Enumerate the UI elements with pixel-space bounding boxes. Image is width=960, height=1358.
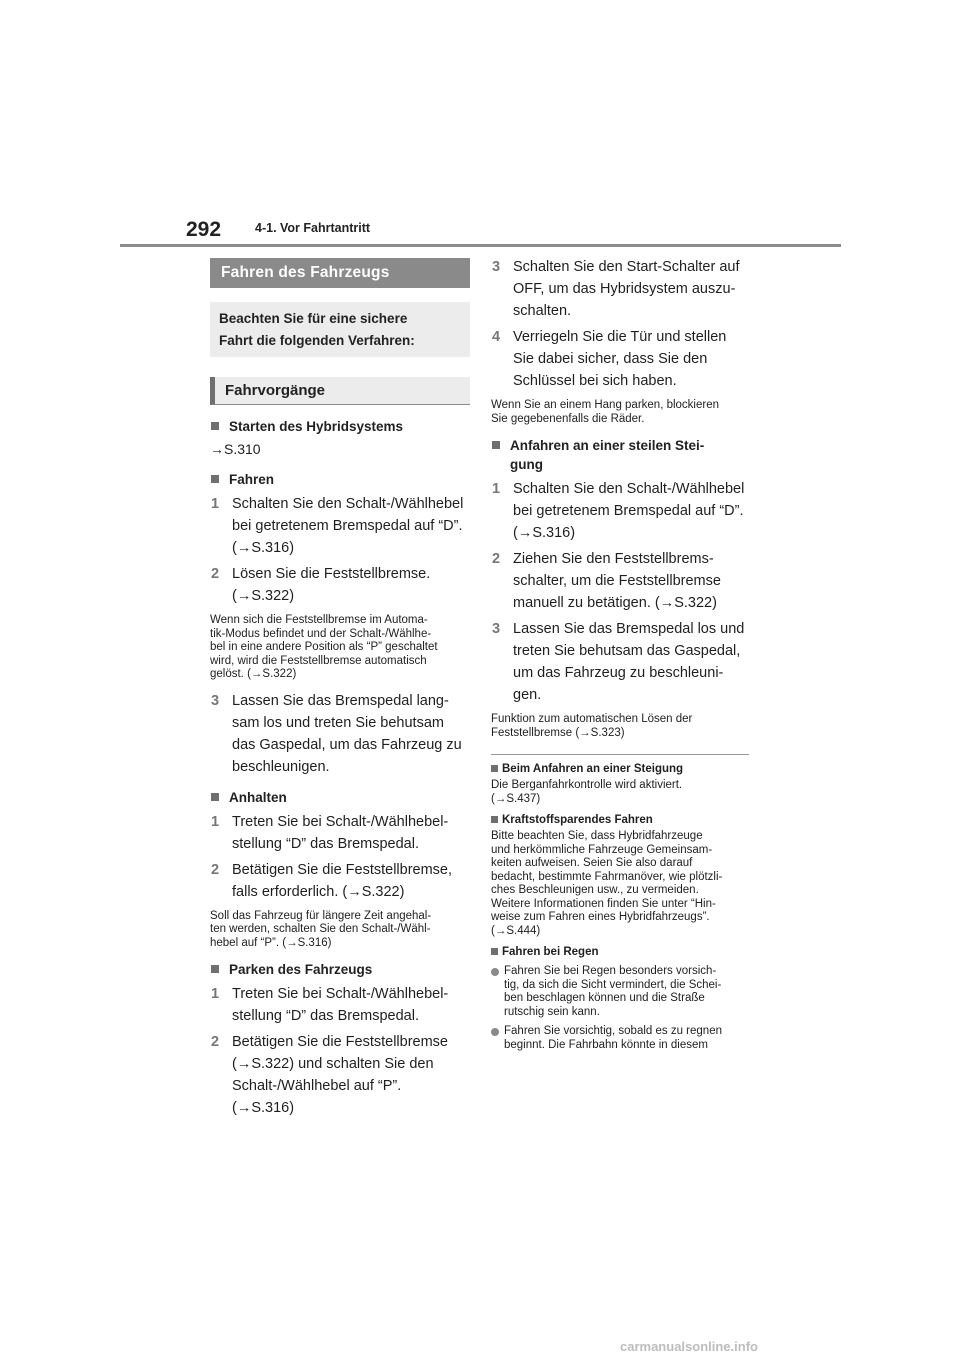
step: 4 Verriegeln Sie die Tür und stellen Sie dabei sicher, dass Sie den Schlüssel bei sich haben. bbox=[492, 329, 727, 389]
step: 3 Schalten Sie den Start-Schalter auf OFF, um das Hybridsystem auszu- schalten. bbox=[492, 259, 740, 319]
bullet-item: Fahren Sie vorsichtig, sobald es zu regnen beginnt. Die Fahrbahn könnte in diesem bbox=[491, 1025, 751, 1052]
square-bullet-icon bbox=[211, 475, 219, 483]
section-label: 4-1. Vor Fahrtantritt bbox=[255, 221, 371, 235]
note: Funktion zum automatischen Lösen der Feststellbremse (→S.323) bbox=[491, 713, 693, 739]
step: 2 Lösen Sie die Feststellbremse. (→S.322) bbox=[211, 566, 431, 604]
hint-text: Bitte beachten Sie, dass Hybridfahrzeuge und herkömmliche Fahrzeuge Gemeinsam- keiten aufweisen. Seien Sie also darauf bedacht, bestimmte Fahrmanöver, wie plötzli- ches Beschleunigen usw., zu vermeiden. Weitere Informationen finden Sie unter “Hin- weise zum Fahren eines Hybridfahrzeugs”. (→S.444) bbox=[491, 830, 723, 937]
square-bullet-icon bbox=[491, 765, 498, 772]
heading-fahren: Fahren bbox=[210, 470, 470, 489]
circle-bullet-icon bbox=[491, 968, 499, 976]
step: 3 Lassen Sie das Bremspedal los und treten Sie behutsam das Gaspedal, um das Fahrzeug zu beschleuni- gen. bbox=[492, 621, 745, 703]
intro-line: Beachten Sie für eine sichere bbox=[219, 311, 408, 326]
hint-heading: Kraftstoffsparendes Fahren bbox=[491, 813, 751, 827]
hint-text: Die Berganfahrkontrolle wird aktiviert. (→S.437) bbox=[491, 779, 683, 805]
circle-bullet-icon bbox=[491, 1028, 499, 1036]
square-bullet-icon bbox=[211, 793, 219, 801]
step: 2 Betätigen Sie die Feststellbremse, falls erforderlich. (→S.322) bbox=[211, 861, 453, 900]
watermark: carmanualsonline.info bbox=[620, 1339, 758, 1354]
divider bbox=[491, 754, 749, 755]
right-column bbox=[491, 256, 751, 1052]
page-number: 292 bbox=[186, 218, 222, 241]
section-banner: Fahren des Fahrzeugs bbox=[210, 258, 470, 288]
header-rule bbox=[120, 244, 841, 247]
intro-line: Fahrt die folgenden Verfahren: bbox=[219, 333, 415, 348]
hint-heading: Beim Anfahren an einer Steigung bbox=[491, 762, 751, 776]
square-bullet-icon bbox=[211, 965, 219, 973]
step: 2 Betätigen Sie die Feststellbremse (→S.322) und schalten Sie den Schalt-/Wählhebel auf “P”. (→S.316) bbox=[211, 1034, 448, 1116]
square-bullet-icon bbox=[492, 441, 500, 449]
step: 1 Treten Sie bei Schalt-/Wählhebel- stellung “D” das Bremspedal. bbox=[211, 813, 449, 852]
hint-heading: Fahren bei Regen bbox=[491, 945, 751, 959]
intro-box bbox=[210, 302, 470, 357]
subsection-header: Fahrvorgänge bbox=[210, 377, 470, 405]
heading-parken: Parken des Fahrzeugs bbox=[210, 960, 470, 979]
square-bullet-icon bbox=[491, 948, 498, 955]
bullet-item: Fahren Sie bei Regen besonders vorsich- tig, da sich die Sicht vermindert, die Schei- ben beschlagen können und die Straße rutschig sein kann. bbox=[491, 965, 751, 1019]
square-bullet-icon bbox=[491, 816, 498, 823]
step: 1 Treten Sie bei Schalt-/Wählhebel- stellung “D” das Bremspedal. bbox=[211, 986, 449, 1024]
left-column bbox=[210, 258, 470, 1119]
heading-steigung: Anfahren an einer steilen Stei- gung bbox=[491, 436, 751, 474]
note: Wenn sich die Feststellbremse im Automa- tik-Modus befindet und der Schalt-/Wählhe- bel in eine andere Position als “P” geschaltet wird, wird die Feststellbremse automatisch gelöst. (→S.322) bbox=[210, 614, 438, 680]
step: 1 Schalten Sie den Schalt-/Wählhebel bei getretenem Bremspedal auf “D”. (→S.316) bbox=[492, 481, 745, 541]
step: 1 Schalten Sie den Schalt-/Wählhebel bei getretenem Bremspedal auf “D”. (→S.316) bbox=[211, 496, 464, 556]
note: Wenn Sie an einem Hang parken, blockieren Sie gegebenenfalls die Räder. bbox=[491, 399, 720, 425]
page-reference: →S.310 bbox=[210, 441, 261, 457]
heading-anhalten: Anhalten bbox=[210, 788, 470, 807]
step: 3 Lassen Sie das Bremspedal lang- sam los und treten Sie behutsam das Gaspedal, um das Fahrzeug zu beschleunigen. bbox=[211, 692, 462, 775]
square-bullet-icon bbox=[211, 422, 219, 430]
note: Soll das Fahrzeug für längere Zeit angehal- ten werden, schalten Sie den Schalt-/Wähl- hebel auf “P”. (→S.316) bbox=[210, 909, 432, 949]
heading-starten: Starten des Hybridsystems bbox=[210, 417, 470, 436]
step: 2 Ziehen Sie den Feststellbrems- schalter, um die Feststellbremse manuell zu betätigen. (→S.322) bbox=[492, 551, 721, 611]
